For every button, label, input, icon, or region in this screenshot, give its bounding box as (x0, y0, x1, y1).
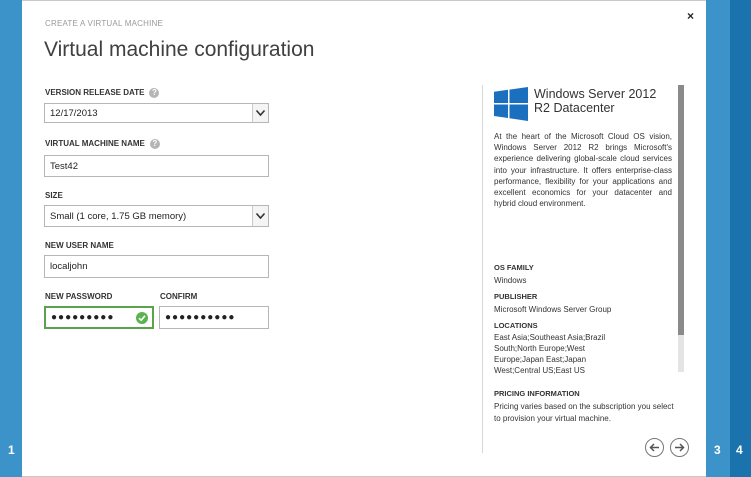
step-3-label[interactable]: 3 (714, 443, 721, 457)
publisher-value: Microsoft Windows Server Group (494, 305, 612, 314)
vm-name-input[interactable] (44, 155, 269, 177)
release-date-label (45, 88, 159, 98)
confirm-value: ●●●●●●●●●● (165, 312, 236, 323)
vm-name-label-text: VIRTUAL MACHINE NAME (45, 139, 145, 149)
close-icon[interactable]: × (687, 9, 695, 23)
help-icon[interactable]: ? (149, 88, 159, 98)
publisher-label: PUBLISHER (494, 292, 538, 301)
chevron-down-icon[interactable] (252, 104, 268, 122)
release-date-value: 12/17/2013 (50, 107, 98, 119)
windows-logo-icon (494, 87, 528, 121)
wizard-step-rail-3[interactable] (706, 0, 730, 477)
pricing-value: Pricing varies based on the subscription you select to provision your virtual machine. (494, 402, 674, 423)
wizard-eyebrow: CREATE A VIRTUAL MACHINE (45, 19, 164, 28)
user-name-label: NEW USER NAME (45, 241, 114, 250)
password-value: ●●●●●●●●● (51, 312, 115, 323)
next-button[interactable] (670, 438, 689, 457)
os-family-value: Windows (494, 276, 527, 285)
vm-name-label (45, 139, 160, 149)
wizard-step-rail-left (0, 0, 22, 477)
locations-label: LOCATIONS (494, 321, 538, 330)
locations-clip (494, 332, 674, 375)
vm-name-value: Test42 (50, 160, 78, 172)
page-title: Virtual machine configuration (44, 38, 315, 61)
password-label: NEW PASSWORD (45, 292, 113, 301)
release-date-label-text: VERSION RELEASE DATE (45, 88, 145, 98)
confirm-label: CONFIRM (160, 292, 198, 301)
pricing-label: PRICING INFORMATION (494, 389, 580, 398)
locations-value: East Asia;Southeast Asia;Brazil South;North Europe;West Europe;Japan East;Japan West;Central US;East US (494, 333, 606, 375)
step-1-label[interactable]: 1 (8, 443, 15, 457)
wizard-step-rail-4[interactable] (730, 0, 751, 477)
user-name-value: localjohn (50, 261, 88, 272)
release-date-select[interactable] (44, 103, 269, 123)
image-title: Windows Server 2012 R2 Datacenter (534, 87, 657, 115)
confirm-password-input[interactable] (159, 306, 269, 329)
checkmark-icon (136, 312, 148, 324)
size-label: SIZE (45, 191, 63, 200)
details-scrollbar-thumb[interactable] (678, 85, 684, 335)
arrow-left-icon (649, 442, 660, 453)
step-4-label[interactable]: 4 (736, 443, 743, 457)
image-description: At the heart of the Microsoft Cloud OS vision, Windows Server 2012 R2 brings Microsoft's experience delivering global-scale cloud services into your infrastructure. It offers enterprise-class performance, flexibility for your applications and excellent economics for your datacenter and hybrid cloud environment. (494, 132, 672, 209)
arrow-right-icon (674, 442, 685, 453)
back-button[interactable] (645, 438, 664, 457)
password-input[interactable] (44, 306, 154, 329)
size-value: Small (1 core, 1.75 GB memory) (50, 210, 187, 222)
size-select[interactable] (44, 205, 269, 227)
help-icon[interactable]: ? (150, 139, 160, 149)
chevron-down-icon[interactable] (252, 206, 268, 226)
os-family-label: OS FAMILY (494, 263, 534, 272)
user-name-input[interactable] (44, 255, 269, 278)
